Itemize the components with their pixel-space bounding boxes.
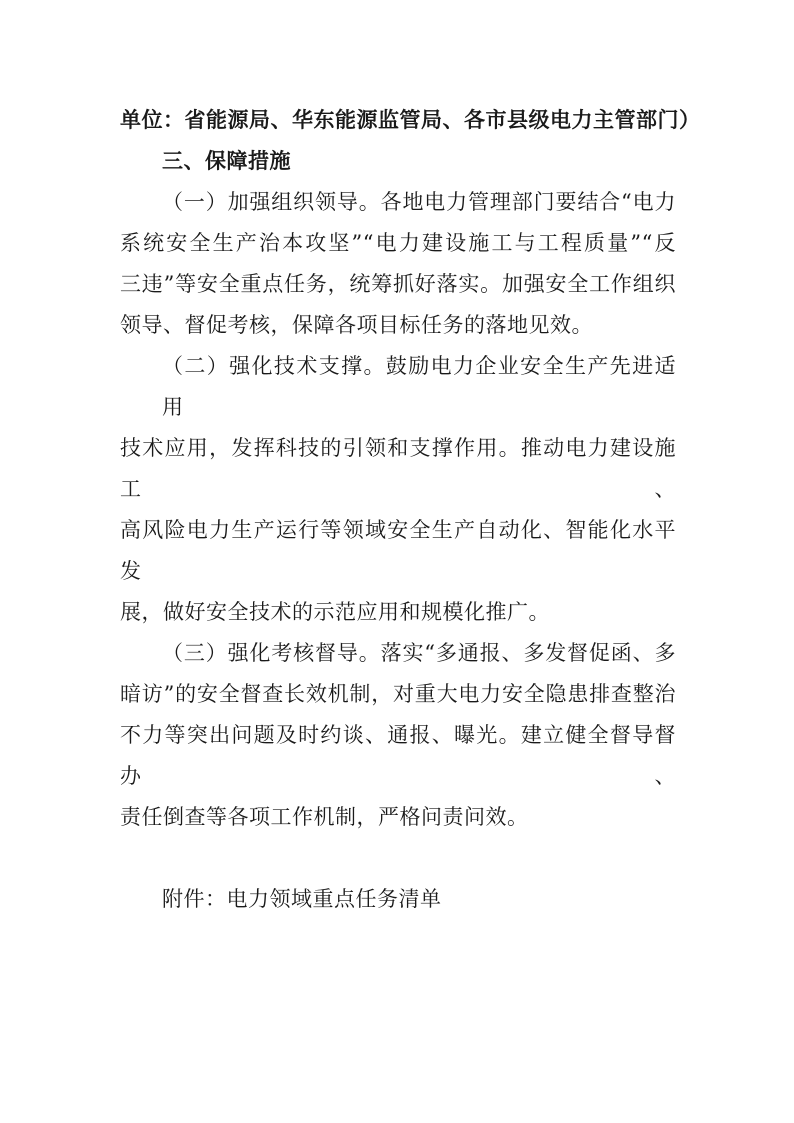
paragraph-2-line-1: （二）强化技术支撑。鼓励电力企业安全生产先进适用 bbox=[162, 354, 676, 419]
spacer bbox=[120, 838, 676, 879]
paragraph-2-line-4: 展，做好安全技术的示范应用和规模化推广。 bbox=[120, 600, 550, 624]
paragraph-1-line-3: 三违”等安全重点任务，统筹抓好落实。加强安全工作组织 bbox=[120, 272, 676, 296]
paragraph-1-line-2: 系统安全生产治本攻坚”“电力建设施工与工程质量”“反 bbox=[120, 231, 676, 255]
paragraph-2-line-2: 技术应用，发挥科技的引领和支撑作用。推动电力建设施工、 bbox=[120, 436, 676, 501]
paragraph-1-line-4: 领导、督促考核，保障各项目标任务的落地见效。 bbox=[120, 313, 593, 337]
section-heading-safeguards: 三、保障措施 bbox=[162, 149, 291, 173]
paragraph-3-line-4: 责任倒查等各项工作机制，严格问责问效。 bbox=[120, 805, 529, 829]
document-page bbox=[120, 100, 701, 920]
paragraph-1-line-1: （一）加强组织领导。各地电力管理部门要结合“电力 bbox=[162, 190, 676, 214]
paragraph-3-line-2: 暗访”的安全督查长效机制，对重大电力安全隐患排查整治 bbox=[120, 682, 676, 706]
responsible-units-line: 单位：省能源局、华东能源监管局、各市县级电力主管部门） bbox=[120, 108, 701, 132]
paragraph-3-line-3: 不力等突出问题及时约谈、通报、曝光。建立健全督导督办、 bbox=[120, 723, 676, 788]
paragraph-3-line-1: （三）强化考核督导。落实“多通报、多发督促函、多 bbox=[162, 641, 676, 665]
attachment-line: 附件：电力领域重点任务清单 bbox=[162, 887, 442, 911]
paragraph-2-line-3: 高风险电力生产运行等领域安全生产自动化、智能化水平发 bbox=[120, 518, 676, 583]
